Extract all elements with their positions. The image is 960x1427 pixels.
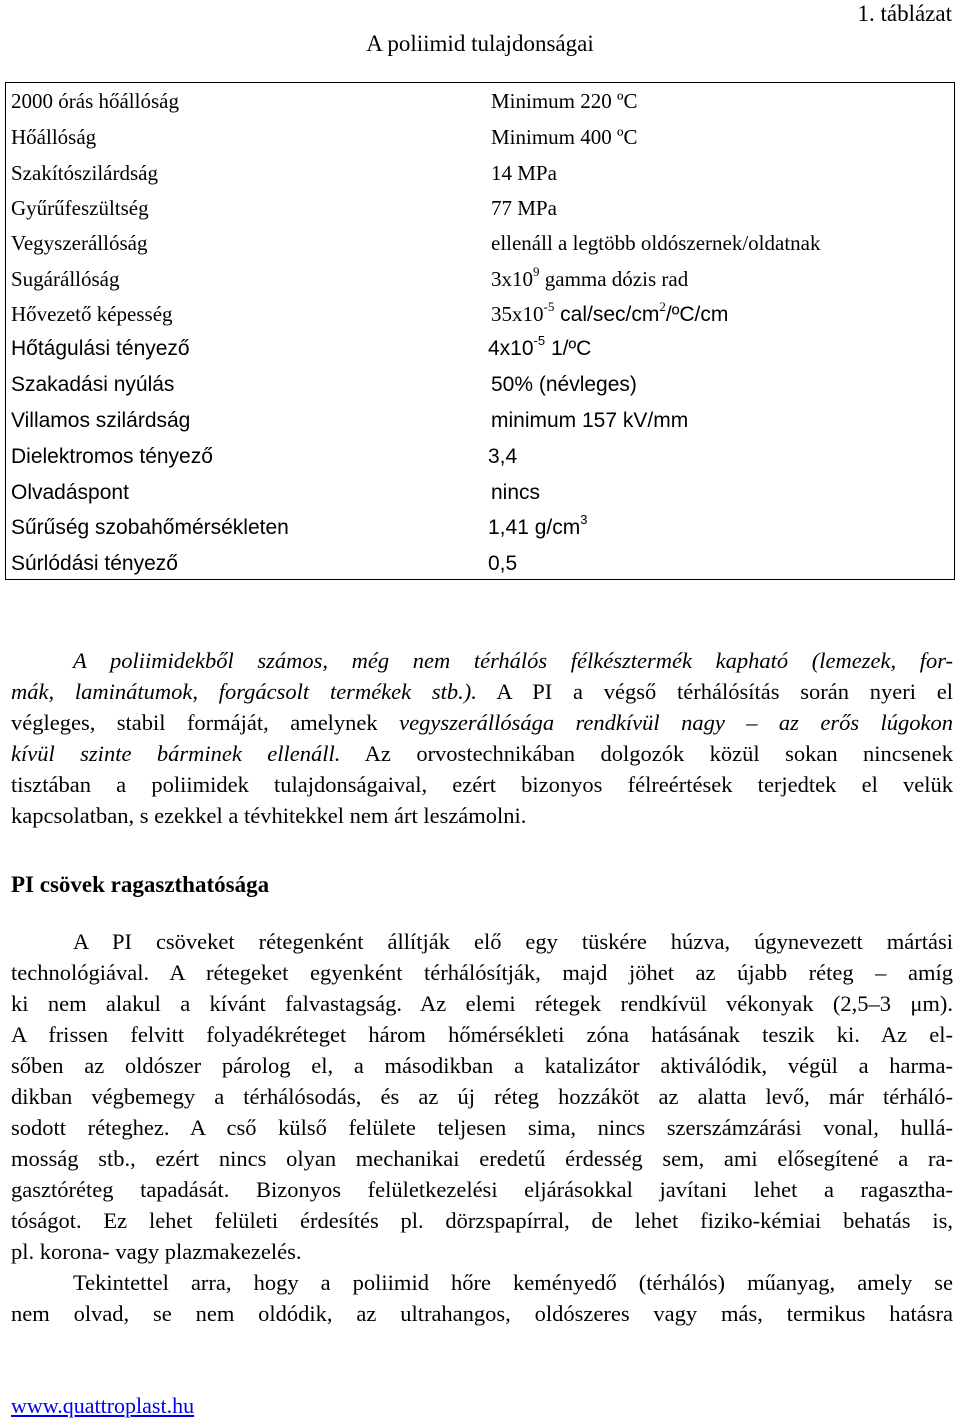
property-value: 50% (névleges) [491, 373, 637, 396]
text-line: gasztóréteg tapadását. Bizonyos felületkezelési eljárásokkal javítani lehet a ragasztha- [11, 1177, 953, 1202]
superscript: 9 [533, 264, 540, 279]
property-name: Sűrűség szobahőmérsékleten [11, 516, 289, 539]
footer-website-link[interactable]: www.quattroplast.hu [11, 1393, 195, 1418]
body-paragraph [11, 926, 953, 1267]
property-name: Gyűrűfeszültség [11, 196, 149, 220]
body-paragraph [11, 1267, 953, 1329]
property-value: 1,41 $g/cm^3$ [488, 512, 588, 539]
property-value: Minimum 400 ºC [491, 125, 638, 149]
property-value: nincs [491, 481, 541, 504]
text-line: végleges, stabil formáját, amelynek vegyszerállósága rendkívül nagy – az erős lúgokon [11, 710, 954, 735]
property-name: Sugárállóság [11, 267, 120, 291]
property-value: Minimum 220 ºC [491, 89, 638, 113]
property-name: Villamos szilárdság [11, 409, 191, 432]
table-row [6, 367, 954, 403]
section-heading: PI csövek ragaszthatósága [11, 872, 270, 897]
superscript: -5 [533, 333, 546, 348]
property-name: Szakadási nyúlás [11, 373, 175, 396]
text-line: kívül szinte bárminek ellenáll. Az orvostechnikában dolgozók közül sokan nincsenek [11, 741, 953, 766]
text-line: ki nem alakul a kívánt falvastagság. Az elemi rétegek rendkívül vékonyak (2,5–3 μm). [11, 991, 953, 1016]
text-line: tisztában a poliimidek tulajdonságaival, ezért bizonyos félreértések terjedtek el velük [11, 772, 953, 797]
property-value: 77 MPa [491, 196, 557, 220]
text-line: tóságot. Ez lehet felületi érdesítés pl. dörzspapírral, de lehet fiziko-kémiai behatás is, [11, 1208, 953, 1233]
table-row [6, 475, 954, 511]
property-value: 0,5 [488, 552, 518, 575]
table-row [6, 546, 954, 582]
text-line: A poliimidekből számos, még nem térhálós félkésztermék kapható (lemezek, for- [73, 648, 953, 673]
table-row [6, 296, 954, 332]
property-name: Hőállóság [11, 125, 97, 149]
property-value: 3,4 [488, 445, 518, 468]
table-row [6, 403, 954, 439]
property-value: 14 MPa [491, 161, 557, 185]
property-value: minimum 157 kV/mm [491, 409, 689, 432]
property-name: Hővezető képesség [11, 302, 173, 326]
property-name: Vegyszerállóság [11, 231, 148, 255]
property-value: $3x10^9$ gamma dózis rad [491, 264, 689, 291]
text-line: sőben az oldószer párolog el, a másodikban a katalizátor aktiválódik, végül a harma- [11, 1053, 953, 1078]
properties-table [5, 82, 955, 580]
text-line: kapcsolatban, s ezekkel a tévhitekkel nem árt leszámolni. [11, 803, 527, 828]
text-line: nem olvad, se nem oldódik, az ultrahangos, oldószeres vagy más, termikus hatásra [11, 1301, 953, 1326]
text-line: technológiával. A rétegeket egyenként térhálósítják, majd jöhet az újabb réteg – amíg [11, 960, 953, 985]
intro-paragraph [11, 645, 953, 831]
property-name: Dielektromos tényező [11, 445, 213, 468]
property-value: $35x10^{-5}$ cal/$\sec/cm^2/ºC/cm$ [491, 299, 729, 326]
table-row [6, 261, 954, 297]
text-line: mák, laminátumok, forgácsolt termékek stb.). A PI a végső térhálósítás során nyeri el [11, 679, 953, 704]
text-line: Tekintettel arra, hogy a poliimid hőre keményedő (térhálós) műanyag, amely se [73, 1270, 953, 1295]
text-line: A PI csöveket rétegenként állítják elő egy tüskére húzva, úgynevezett mártási [73, 929, 953, 954]
table-row [6, 155, 954, 191]
text-line: dikban végbemegy a térhálósodás, és az új réteg hozzáköt az alatta levő, már térháló- [11, 1084, 953, 1109]
table-title: A poliimid tulajdonságai [366, 31, 594, 56]
property-name: Hőtágulási tényező [11, 337, 190, 360]
property-name: 2000 órás hőállóság [11, 89, 179, 113]
text-line: sodott réteghez. A cső külső felülete teljesen sima, nincs szerszámzárási vonal, hullá- [11, 1115, 953, 1140]
text-line: A frissen felvitt folyadékréteget három hőmérsékleti zóna hatásának teszik ki. Az el- [11, 1022, 953, 1047]
property-name: Súrlódási tényező [11, 552, 178, 575]
table-label: 1. táblázat [857, 1, 952, 26]
table-row [6, 190, 954, 226]
superscript: 3 [580, 512, 588, 527]
table-row [6, 510, 954, 546]
text-line: mosság stb., ezért nincs olyan mechanikai eredetű érdesség sem, ami elősegítené a ra- [11, 1146, 953, 1171]
table-row [6, 331, 954, 367]
property-value: $4x10^{-5}$ 1/ºC [488, 333, 592, 360]
property-value: ellenáll a legtöbb oldószernek/oldatnak [491, 231, 821, 255]
superscript: 2 [659, 299, 666, 314]
text-line: pl. korona- vagy plazmakezelés. [11, 1239, 302, 1264]
table-row [6, 119, 954, 155]
superscript: -5 [543, 299, 555, 314]
table-row [6, 225, 954, 261]
table-row [6, 83, 954, 119]
property-name: Olvadáspont [11, 481, 129, 504]
table-row [6, 439, 954, 475]
property-name: Szakítószilárdság [11, 161, 158, 185]
